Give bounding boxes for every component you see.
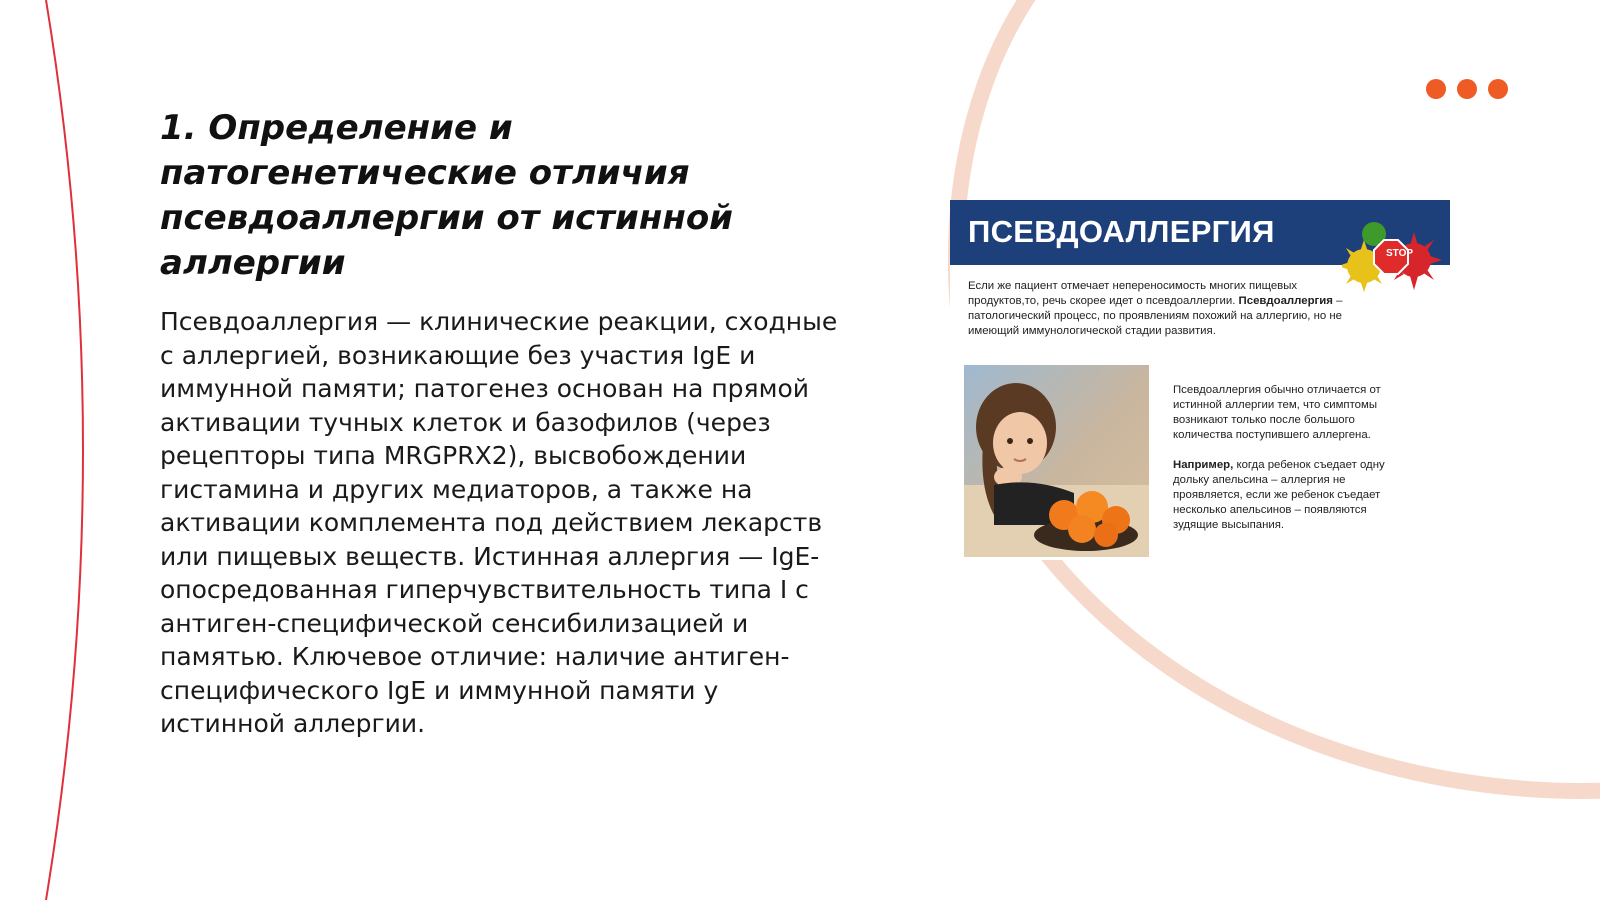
dot [1457,79,1477,99]
example-term: Например, [1173,459,1234,471]
left-accent-curve [46,0,83,900]
dot [1426,79,1446,99]
slide-title: 1. Определение и патогенетические отличия псевдоаллергии от истинной аллергии [160,108,734,283]
dot [1488,79,1508,99]
infographic-side-text [1173,383,1413,548]
side-paragraph-1: Псевдоаллергия обычно отличается от истинной аллергии тем, что симптомы возникают только после большого количества поступившего аллергена. [1173,384,1381,441]
intro-definition: – патологический процесс, по проявлениям похожий на аллергию, но не имеющий иммунологической стадии развития. [968,295,1343,337]
intro-term: Псевдоаллергия [1238,295,1333,307]
intro-sentence: Если же пациент отмечает непереносимость многих пищевых продуктов,то, речь скорее идет о псевдоаллергии. [968,280,1298,307]
three-dots-icon [1426,79,1508,99]
slide-body-text: Псевдоаллергия — клинические реакции, сходные с аллергией, возникающие без участия IgE и иммунной памяти; патогенез основан на прямой активации тучных клеток и базофилов (через рецепторы типа MRGPRX2), высвобождении гистамина и других медиаторов, а также на активации комплемента под действием лекарств или пищевых веществ. Истинная аллергия — IgE-опосредованная гиперчувствительность типа I с антиген-специфической сенсибилизацией и памятью. Ключевое отличие: наличие антиген-специфического IgE и иммунной памяти у истинной аллергии. [160,307,838,738]
child-with-oranges-photo [964,365,1149,557]
side-paragraph-2 [1173,458,1413,533]
infographic-intro-text [968,279,1363,339]
stop-label: STOP [1386,248,1414,259]
example-text: когда ребенок съедает одну дольку апельсина – аллергия не проявляется, если же ребенок съедает несколько апельсинов – появляются зудящие высыпания. [1173,459,1385,531]
infographic-banner-title: ПСЕВДОАЛЛЕРГИЯ [968,214,1275,249]
pseudoallergy-infographic [950,200,1450,560]
